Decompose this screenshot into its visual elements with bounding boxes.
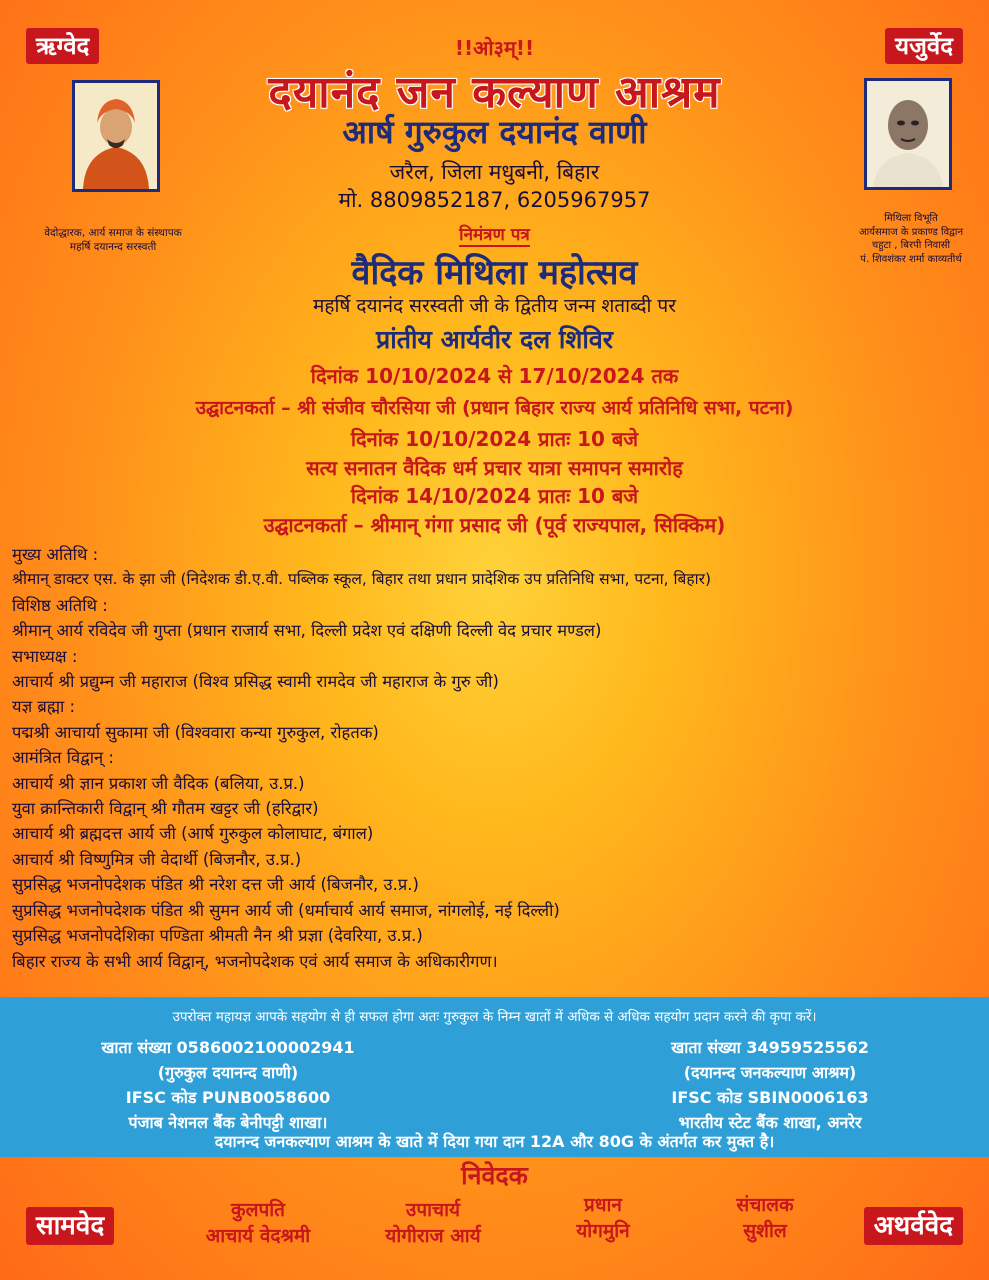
caption-left-line2: महर्षि दयानन्द सरस्वती bbox=[69, 241, 157, 254]
guest-item: श्रीमान् डाक्टर एस. के झा जी (निदेशक डी.ए.वी. पब्लिक स्कूल, बिहार तथा प्रधान प्रादेशिक उप प्रतिनिधि सभा, पटना, बिहार) bbox=[12, 570, 712, 589]
guest-heading: सभाध्यक्ष : bbox=[12, 646, 78, 666]
occasion-line: महर्षि दयानंद सरस्वती जी के द्वितीय जन्म शताब्दी पर bbox=[313, 295, 676, 317]
signatory-role: प्रधान bbox=[584, 1194, 622, 1216]
veda-tag-samaveda: सामवेद bbox=[26, 1207, 114, 1245]
ifsc-code: IFSC कोड SBIN0006163 bbox=[671, 1088, 869, 1107]
guest-heading: यज्ञ ब्रह्मा : bbox=[12, 697, 76, 717]
signatory bbox=[690, 1192, 840, 1244]
guest-list bbox=[12, 542, 982, 974]
signatory bbox=[528, 1192, 678, 1244]
guest-heading: विशिष्ठ अतिथि : bbox=[12, 595, 108, 615]
event-line: दिनांक 10/10/2024 से 17/10/2024 तक bbox=[310, 364, 679, 388]
festival-title: वैदिक मिथिला महोत्सव bbox=[351, 253, 638, 293]
guest-item: आचार्य श्री विष्णुमित्र जी वेदार्थी (बिजनौर, उ.प्र.) bbox=[12, 849, 302, 869]
guest-item: सुप्रसिद्ध भजनोपदेशिका पण्डिता श्रीमती नैन श्री प्रज्ञा (देवरिया, उ.प्र.) bbox=[12, 926, 423, 946]
caption-right-line1: मिथिला विभूति bbox=[884, 213, 938, 224]
guest-item: बिहार राज्य के सभी आर्य विद्वान्, भजनोपदेशक एवं आर्य समाज के अधिकारीगण। bbox=[12, 951, 498, 971]
guest-item: युवा क्रान्तिकारी विद्वान् श्री गौतम खट्टर जी (हरिद्वार) bbox=[12, 799, 319, 819]
event-line: उद्घाटनकर्ता – श्रीमान् गंगा प्रसाद जी (पूर्व राज्यपाल, सिक्किम) bbox=[263, 513, 726, 537]
org-subtitle: आर्ष गुरुकुल दयानंद वाणी bbox=[342, 113, 647, 151]
signatory bbox=[358, 1197, 508, 1249]
guest-item: आचार्य श्री ज्ञान प्रकाश जी वैदिक (बलिया, उ.प्र.) bbox=[12, 773, 305, 793]
org-address: जरैल, जिला मधुबनी, बिहार bbox=[389, 160, 600, 184]
account-name: (गुरुकुल दयानन्द वाणी) bbox=[157, 1063, 299, 1082]
signatory-name: योगीराज आर्य bbox=[385, 1225, 481, 1247]
invitation-label bbox=[0, 222, 989, 245]
guest-item: सुप्रसिद्ध भजनोपदेशक पंडित श्री नरेश दत्त जी आर्य (बिजनौर, उ.प्र.) bbox=[12, 875, 419, 895]
signatory-role: उपाचार्य bbox=[405, 1199, 461, 1221]
signatory-name: सुशील bbox=[743, 1220, 787, 1242]
account-name: (दयानन्द जनकल्याण आश्रम) bbox=[683, 1063, 857, 1082]
guest-item: सुप्रसिद्ध भजनोपदेशक पंडित श्री सुमन आर्य जी (धर्माचार्य आर्य समाज, नांगलोई, नई दिल्ली) bbox=[12, 900, 560, 920]
guest-item: आचार्य श्री ब्रह्मदत्त आर्य जी (आर्ष गुरुकुल कोलाघाट, बंगाल) bbox=[12, 824, 374, 844]
signatory bbox=[178, 1197, 338, 1249]
bank-account-right bbox=[560, 1035, 980, 1135]
caption-right-line4: पं. शिवशंकर शर्मा काव्यतीर्थ bbox=[860, 253, 962, 265]
caption-right-line2: आर्यसमाज के प्रकाण्ड विद्वान bbox=[858, 226, 964, 238]
bank-branch: भारतीय स्टेट बैंक शाखा, अनरेर bbox=[678, 1113, 862, 1132]
caption-right-line3: चहुटा , बिरपी निवासी bbox=[871, 240, 951, 251]
footer-title: निवेदक bbox=[461, 1161, 528, 1190]
donation-note: उपरोक्त महायज्ञ आपके सहयोग से ही सफल होगा अतः गुरुकुल के निम्न खातों में अधिक से अधिक सहयोग प्रदान करने की कृपा करें। bbox=[172, 1009, 817, 1025]
signatory-name: आचार्य वेदश्रमी bbox=[205, 1225, 311, 1247]
account-number: खाता संख्या 34959525562 bbox=[671, 1038, 869, 1057]
org-phone: मो. 8809852187, 6205967957 bbox=[338, 188, 651, 212]
veda-tag-rigveda: ऋग्वेद bbox=[26, 28, 99, 64]
event-line: दिनांक 14/10/2024 प्रातः 10 बजे bbox=[350, 484, 639, 508]
account-number: खाता संख्या 0586002100002941 bbox=[101, 1038, 355, 1057]
event-line: उद्घाटनकर्ता – श्री संजीव चौरसिया जी (प्रधान बिहार राज्य आर्य प्रतिनिधि सभा, पटना) bbox=[195, 397, 794, 419]
guest-item: पद्मश्री आचार्या सुकामा जी (विश्ववारा कन्या गुरुकुल, रोहतक) bbox=[12, 722, 379, 742]
bank-branch: पंजाब नेशनल बैंक बेनीपट्टी शाखा। bbox=[128, 1113, 328, 1132]
ifsc-code: IFSC कोड PUNB0058600 bbox=[125, 1088, 331, 1107]
org-title: दयानंद जन कल्याण आश्रम bbox=[268, 67, 721, 118]
signatory-role: संचालक bbox=[736, 1194, 794, 1216]
event-line: दिनांक 10/10/2024 प्रातः 10 बजे bbox=[350, 427, 639, 451]
signatory-name: योगमुनि bbox=[576, 1220, 630, 1242]
invitation-label-text: निमंत्रण पत्र bbox=[459, 225, 530, 245]
guest-heading: आमंत्रित विद्वान् : bbox=[12, 748, 114, 768]
caption-left-line1: वेदोद्धारक, आर्य समाज के संस्थापक bbox=[44, 227, 182, 239]
om-heading: !!ओ३म्!! bbox=[454, 36, 535, 60]
camp-title: प्रांतीय आर्यवीर दल शिविर bbox=[376, 325, 613, 354]
bank-details-band bbox=[0, 997, 989, 1157]
veda-tag-yajurveda: यजुर्वेद bbox=[885, 28, 963, 64]
event-line: सत्य सनातन वैदिक धर्म प्रचार यात्रा समापन समारोह bbox=[306, 456, 683, 480]
guest-item: आचार्य श्री प्रद्युम्न जी महाराज (विश्व प्रसिद्ध स्वामी रामदेव जी महाराज के गुरु जी) bbox=[12, 672, 499, 692]
signatory-role: कुलपति bbox=[230, 1199, 286, 1221]
guest-heading: मुख्य अतिथि : bbox=[12, 545, 99, 564]
tax-exemption-note: दयानन्द जनकल्याण आश्रम के खाते में दिया गया दान 12A और 80G के अंतर्गत कर मुक्त है। bbox=[214, 1132, 775, 1151]
bank-account-left bbox=[18, 1035, 438, 1135]
veda-tag-atharvaveda: अथर्ववेद bbox=[864, 1207, 963, 1245]
guest-item: श्रीमान् आर्य रविदेव जी गुप्ता (प्रधान राजार्य सभा, दिल्ली प्रदेश एवं दक्षिणी दिल्ली वेद प्रचार मण्डल) bbox=[12, 621, 602, 641]
